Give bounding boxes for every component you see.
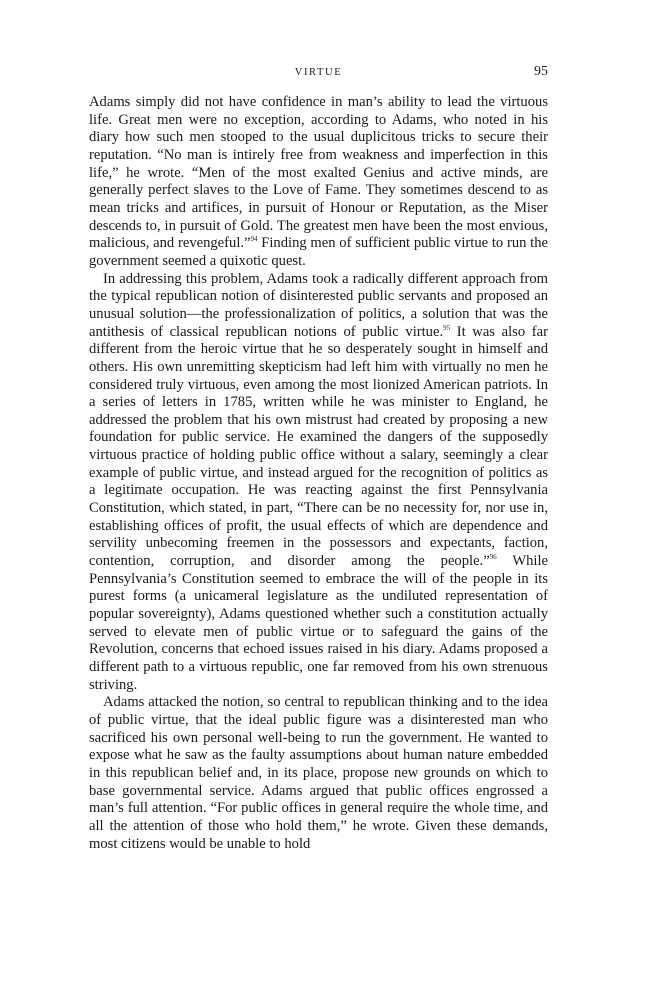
paragraph-text: It was also far different from the heroic virtue that he so desperately sought in himself and others. His own unremitting skepticism had left him with virtually no men he considered truly virtuous, even among the most lionized American patriots. In a series of letters in 1785, written while he was minister to England, he addressed the problem that his own mistrust had created by proposing a new foundation for public service. He examined the dangers of the supposedly virtuous practice of holding public office without a salary, seemingly a clear example of public virtue, and instead argued for the recognition of politics as a legitimate occupation. He was reacting against the first Pennsylvania Constitution, which stated, in part, “There can be no necessity for, nor use in, establishing offices of profit, the usual effects of which are dependence and servility unbecoming freemen in the possessors and expectants, faction, contention, corruption, and disorder among the people.”	[89, 323, 548, 570]
paragraph-2	[89, 271, 548, 695]
paragraph-text: Adams attacked the notion, so central to republican thinking and to the idea of public virtue, that the ideal public figure was a disinterested man who sacrificed his own personal well-being to run the government. He wanted to expose what he saw as the faulty assumptions about human nature embedded in this republican belief and, in its place, propose new grounds on which to base governmental service. Adams argued that public offices engrossed a man’s full attention. “For public offices in general require the whole time, and all the attention of those who hold them,” he wrote. Given these demands, most citizens would be unable to hold	[89, 694, 548, 852]
paragraph-text: While Pennsylvania’s Constitution seemed to embrace the will of the people in its purest forms (a unicameral legislature as the undiluted representation of popular sovereignty), Adams questioned whether such a constitution actually served to elevate men of public virtue or to safeguard the gains of the Revolution, concerns that echoed issues raised in his diary. Adams proposed a different path to a virtuous republic, one far removed from his own strenuous striving.	[89, 553, 548, 693]
footnote-marker-94[interactable]: 94	[250, 235, 258, 244]
paragraph-3	[89, 694, 548, 853]
running-head	[89, 64, 548, 86]
page-number: 95	[534, 64, 548, 79]
body-text	[89, 94, 548, 853]
running-title: VIRTUE	[294, 67, 343, 78]
footnote-marker-95[interactable]: 95	[443, 323, 451, 332]
paragraph-text: Adams simply did not have confidence in man’s ability to lead the virtuous life. Great men were no exception, according to Adams, who noted in his diary how such men stooped to the usual duplicitous tricks to secure their reputation. “No man is intirely free from weakness and imperfection in this life,” he wrote. “Men of the most exalted Genius and active minds, are generally perfect slaves to the Love of Fame. They sometimes descend to as mean tricks and artifices, in pursuit of Honour or Reputation, as the Miser descends to, in pursuit of Gold. The greatest men have been the most envious, malicious, and revengeful.”	[89, 94, 548, 252]
footnote-marker-96[interactable]: 96	[489, 553, 497, 562]
paragraph-text: In addressing this problem, Adams took a radically different approach from the typical republican notion of disinterested public servants and proposed an unusual solution—the professionalization of politics, a solution that was the antithesis of classical republican notions of public virtue.	[89, 270, 548, 340]
book-page	[89, 64, 548, 853]
paragraph-text: Finding men of sufficient public virtue to run the government seemed a quixotic quest.	[89, 235, 549, 269]
paragraph-1	[89, 94, 548, 271]
